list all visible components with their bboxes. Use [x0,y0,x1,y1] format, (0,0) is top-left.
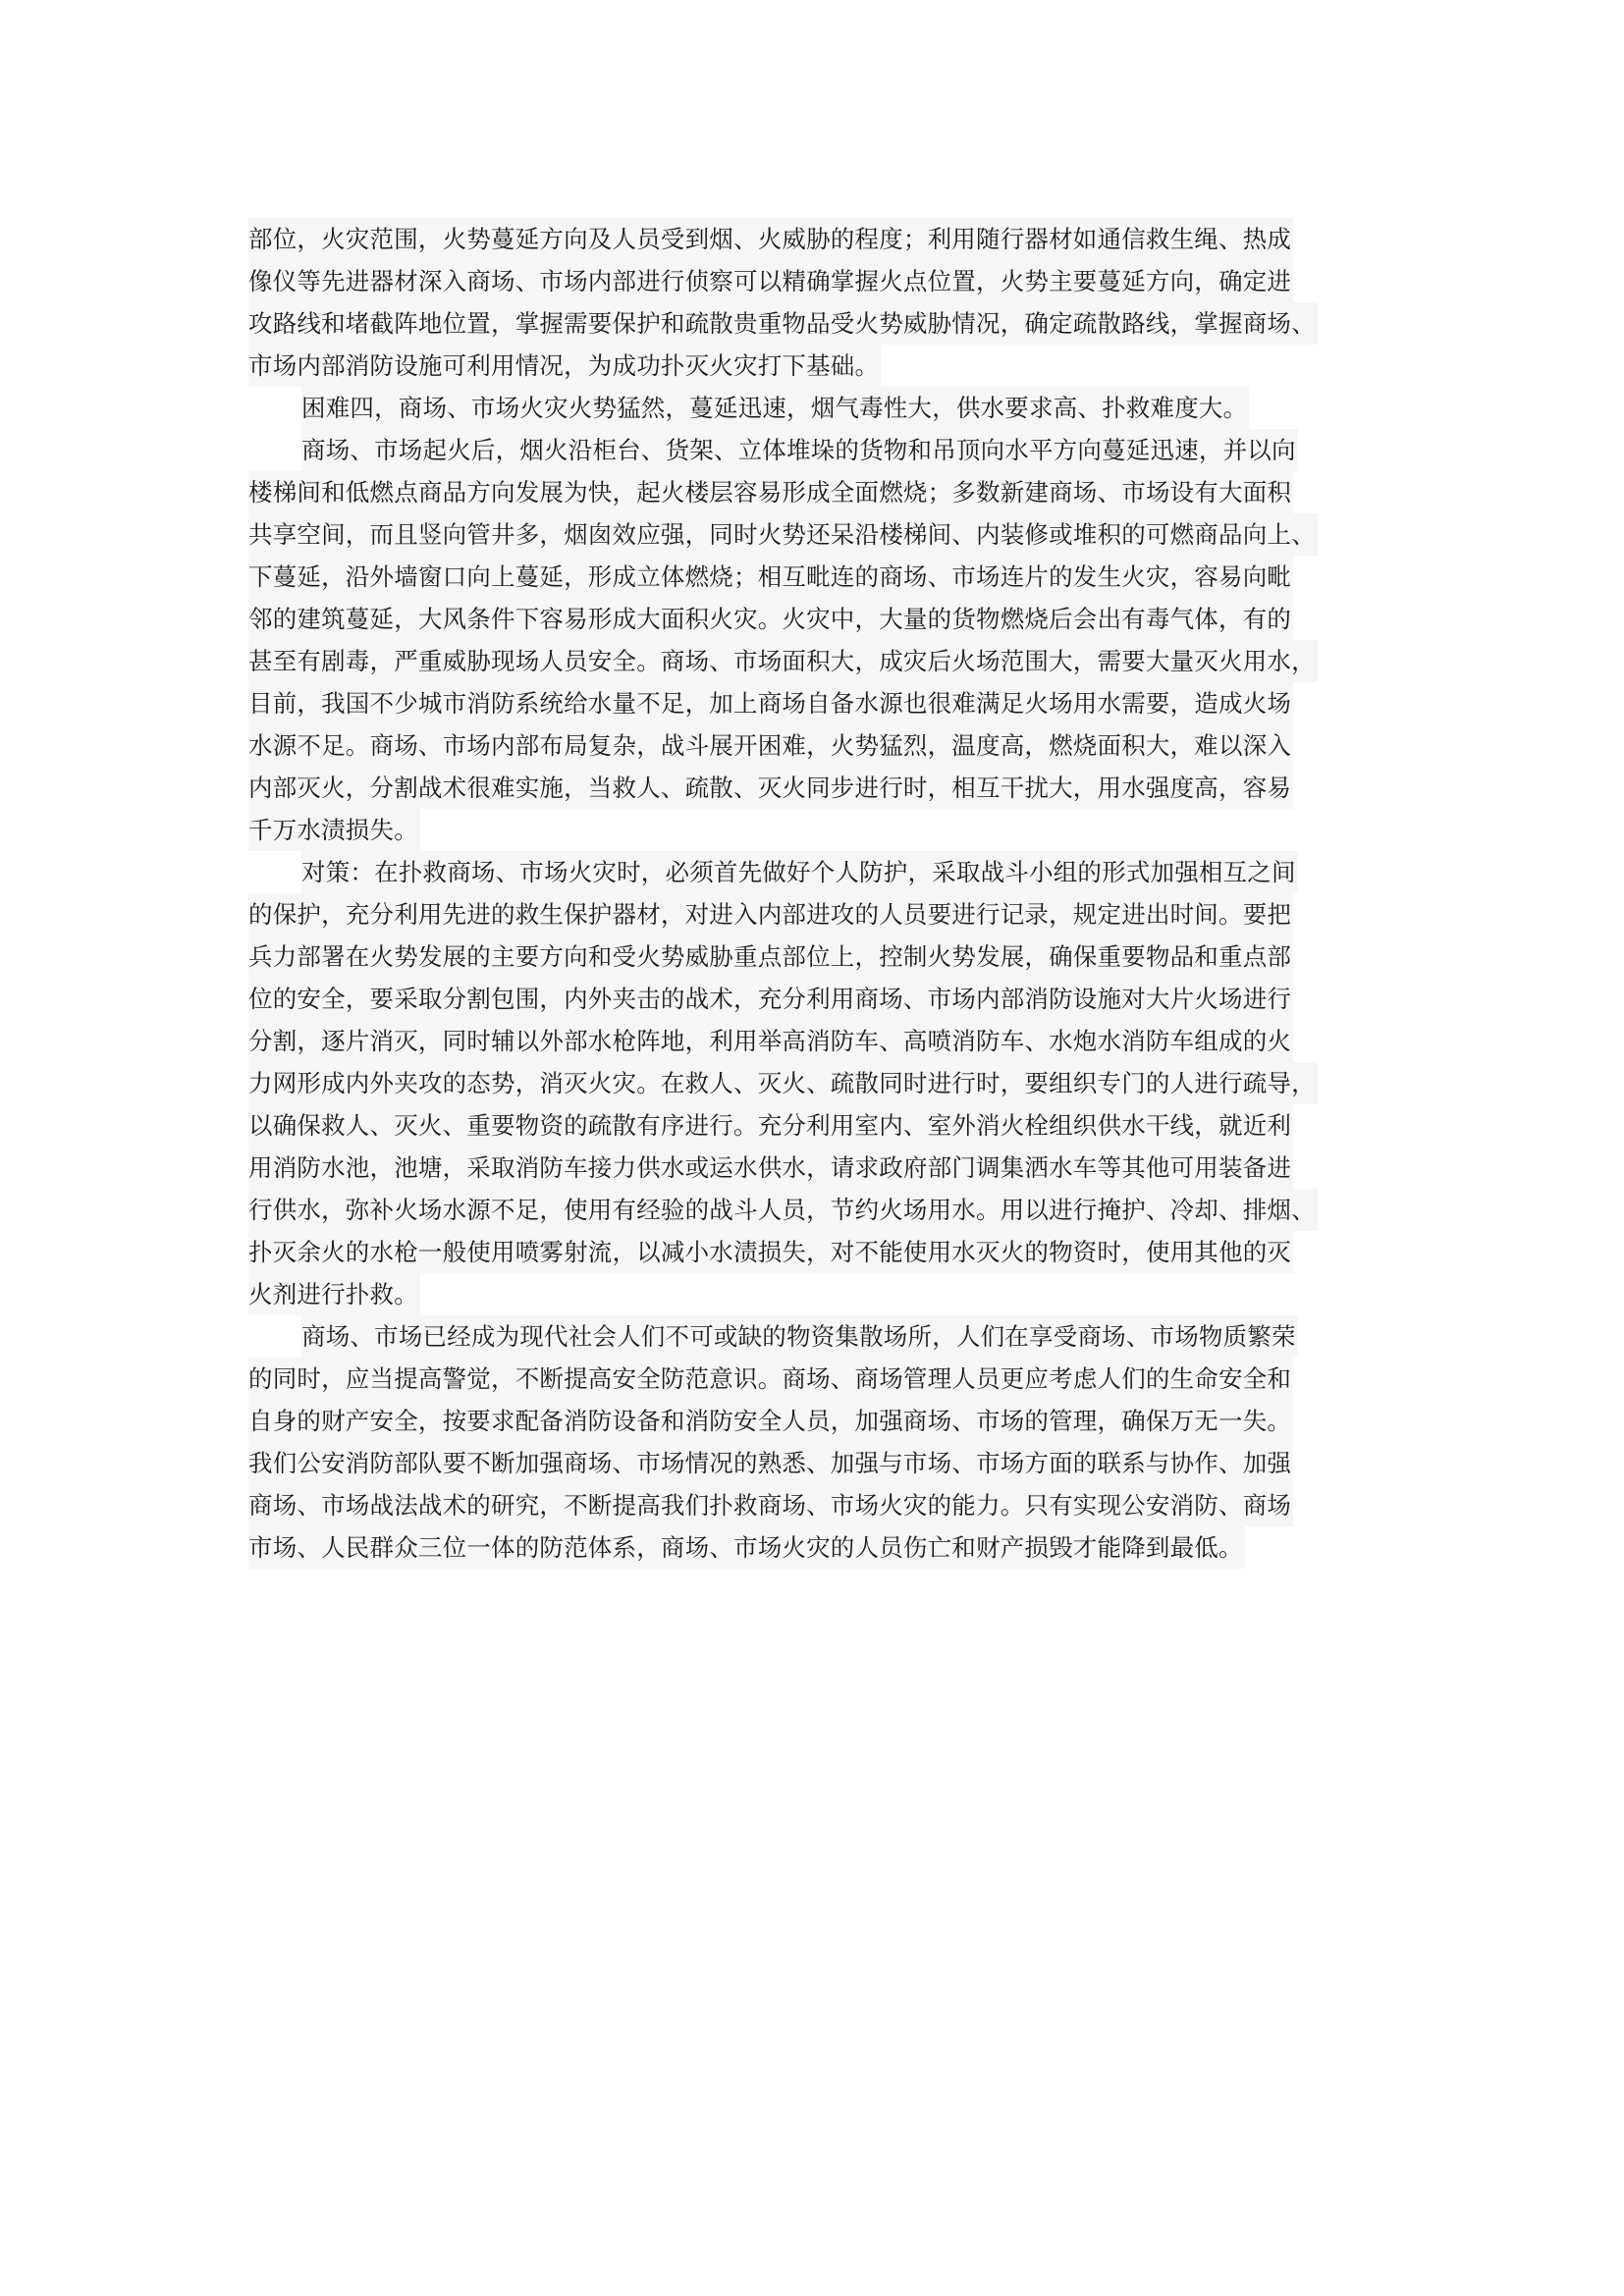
text-line-content: 兵力部署在火势发展的主要方向和受火势威胁重点部位上，控制火势发展，确保重要物品和重点部 [248,935,1293,978]
text-line [248,682,1382,724]
text-line [248,1358,1382,1400]
text-line-content: 位的安全，要采取分割包围，内外夹击的战术，充分利用商场、市场内部消防设施对大片火场进行 [248,978,1293,1020]
text-line [248,1400,1382,1442]
text-line-content: 共享空间，而且竖向管井多，烟囱效应强，同时火势还呆沿楼梯间、内装修或堆积的可燃商品向上、 [248,513,1318,556]
document-body [248,218,1382,1569]
text-line-content: 的同时，应当提高警觉，不断提高安全防范意识。商场、商场管理人员更应考虑人们的生命安全和 [248,1358,1293,1400]
text-line-content: 攻路线和堵截阵地位置，掌握需要保护和疏散贵重物品受火势威胁情况，确定疏散路线，掌握商场、 [248,302,1318,345]
text-line [248,935,1382,978]
text-line [248,1526,1382,1569]
text-line-content: 下蔓延，沿外墙窗口向上蔓延，形成立体燃烧；相互毗连的商场、市场连片的发生火灾，容易向毗 [248,556,1293,598]
text-line-content: 扑灭余火的水枪一般使用喷雾射流，以减小水渍损失，对不能使用水灭火的物资时，使用其他的灭 [248,1231,1293,1273]
text-line-content: 市场、人民群众三位一体的防范体系，商场、市场火灾的人员伤亡和财产损毁才能降到最低。 [248,1526,1245,1569]
text-line-content: 部位，火灾范围，火势蔓延方向及人员受到烟、火威胁的程度；利用随行器材如通信救生绳、热成 [248,218,1293,260]
text-line [248,640,1382,682]
text-line-content: 水源不足。商场、市场内部布局复杂，战斗展开困难，火势猛烈，温度高，燃烧面积大，难以深入 [248,724,1293,767]
text-line [248,1189,1382,1231]
text-line [248,429,1382,471]
text-line [248,302,1382,345]
text-line-content: 商场、市场起火后，烟火沿柜台、货架、立体堆垛的货物和吊顶向水平方向蔓延迅速，并以向 [301,429,1298,471]
text-line-content: 像仪等先进器材深入商场、市场内部进行侦察可以精确掌握火点位置，火势主要蔓延方向，确定进 [248,260,1293,302]
text-line-content: 用消防水池，池塘，采取消防车接力供水或运水供水，请求政府部门调集洒水车等其他可用装备进 [248,1147,1293,1189]
text-line-content: 商场、市场已经成为现代社会人们不可或缺的物资集散场所，人们在享受商场、市场物质繁荣 [301,1315,1298,1358]
text-line [248,809,1382,851]
text-line [248,1484,1382,1526]
text-line-content: 我们公安消防部队要不断加强商场、市场情况的熟悉、加强与市场、市场方面的联系与协作、加强 [248,1442,1293,1484]
text-line [248,598,1382,640]
text-line-content: 分割，逐片消灭，同时辅以外部水枪阵地，利用举高消防车、高喷消防车、水炮水消防车组成的火 [248,1020,1293,1062]
text-line [248,1442,1382,1484]
text-line-content: 以确保救人、灭火、重要物资的疏散有序进行。充分利用室内、室外消火栓组织供水干线，就近利 [248,1104,1293,1147]
text-line [248,260,1382,302]
text-line-content: 市场内部消防设施可利用情况，为成功扑灭火灾打下基础。 [248,345,881,387]
text-line-content: 火剂进行扑救。 [248,1273,420,1315]
text-line [248,893,1382,935]
text-line-content: 邻的建筑蔓延，大风条件下容易形成大面积火灾。火灾中，大量的货物燃烧后会出有毒气体，有的 [248,598,1293,640]
text-line [248,1315,1382,1358]
text-line [248,1104,1382,1147]
text-line [248,767,1382,809]
text-line-content: 目前，我国不少城市消防系统给水量不足，加上商场自备水源也很难满足火场用水需要，造成火场 [248,682,1293,724]
text-line-content: 对策：在扑救商场、市场火灾时，必须首先做好个人防护，采取战斗小组的形式加强相互之间 [301,851,1298,893]
text-line [248,851,1382,893]
text-line-content: 内部灭火，分割战术很难实施，当救人、疏散、灭火同步进行时，相互干扰大，用水强度高，容易 [248,767,1293,809]
text-line-content: 的保护，充分利用先进的救生保护器材，对进入内部进攻的人员要进行记录，规定进出时间。要把 [248,893,1293,935]
text-line [248,556,1382,598]
text-line [248,387,1382,429]
text-line-content: 困难四，商场、市场火灾火势猛然，蔓延迅速，烟气毒性大，供水要求高、扑救难度大。 [301,387,1249,429]
text-line [248,978,1382,1020]
text-line-content: 力网形成内外夹攻的态势，消灭火灾。在救人、灭火、疏散同时进行时，要组织专门的人进行疏导， [248,1062,1318,1104]
text-line-content: 行供水，弥补火场水源不足，使用有经验的战斗人员，节约火场用水。用以进行掩护、冷却、排烟、 [248,1189,1318,1231]
text-line-content: 甚至有剧毒，严重威胁现场人员安全。商场、市场面积大，成灾后火场范围大，需要大量灭火用水， [248,640,1318,682]
text-line [248,1147,1382,1189]
text-line [248,513,1382,556]
text-line [248,1231,1382,1273]
text-line-content: 自身的财产安全，按要求配备消防设备和消防安全人员，加强商场、市场的管理，确保万无一失。 [248,1400,1293,1442]
text-line-content: 楼梯间和低燃点商品方向发展为快，起火楼层容易形成全面燃烧；多数新建商场、市场设有大面积 [248,471,1293,513]
text-line-content: 商场、市场战法战术的研究，不断提高我们扑救商场、市场火灾的能力。只有实现公安消防、商场 [248,1484,1293,1526]
text-line [248,218,1382,260]
text-line [248,1273,1382,1315]
text-line [248,1062,1382,1104]
text-line [248,471,1382,513]
text-line-content: 千万水渍损失。 [248,809,420,851]
text-line [248,1020,1382,1062]
text-line [248,724,1382,767]
text-line [248,345,1382,387]
